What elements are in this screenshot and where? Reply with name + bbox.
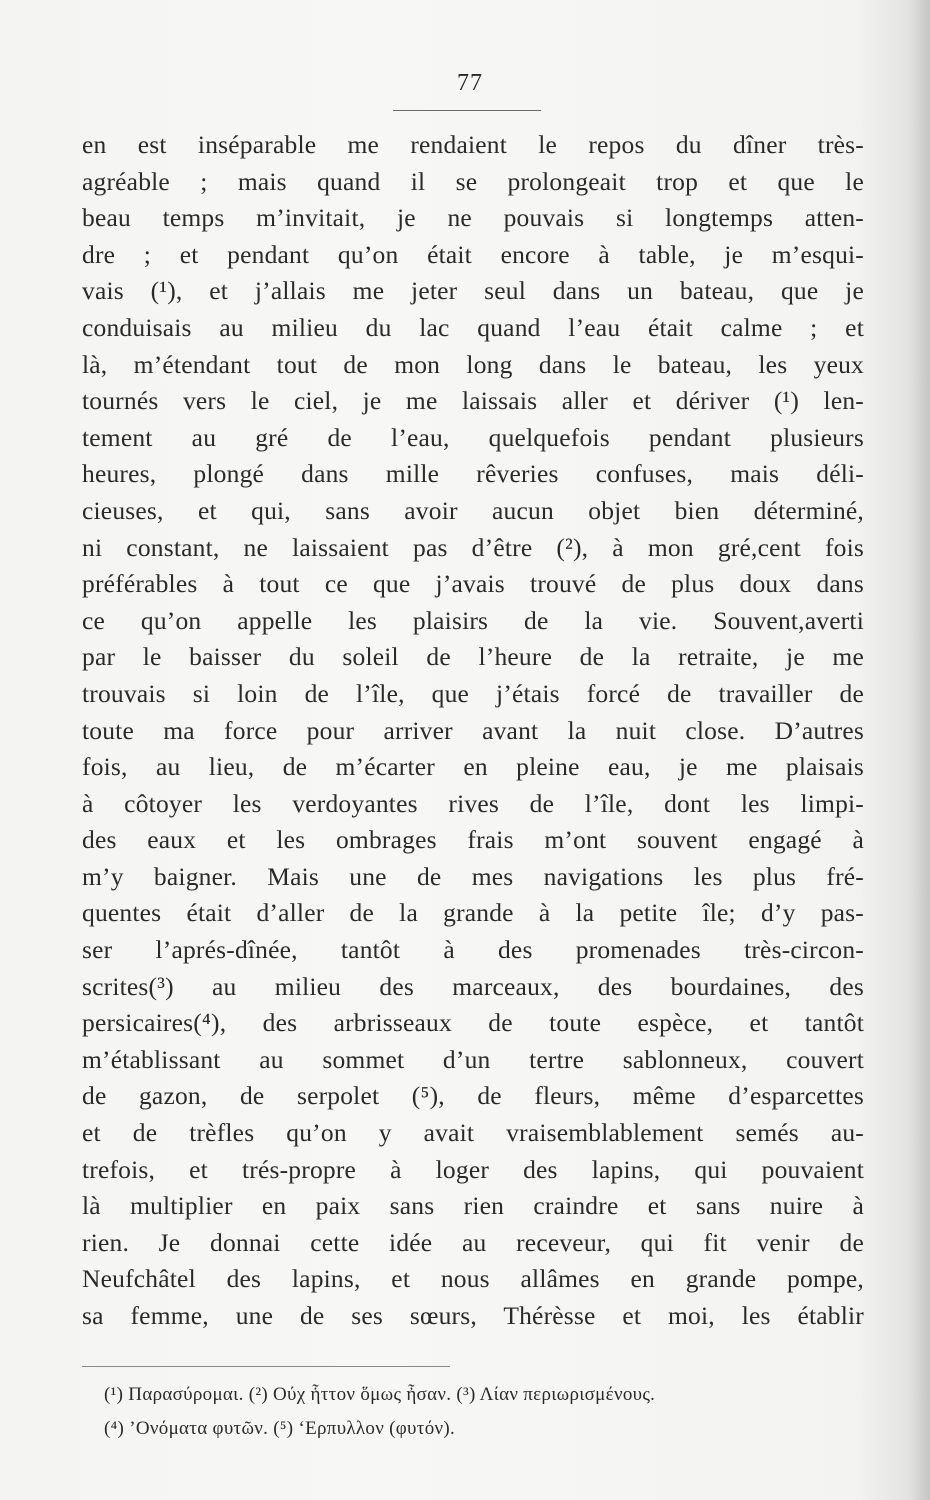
text-line: préférables à tout ce que j’avais trouvé de plus doux dans [82,569,864,599]
header-rule [393,110,541,111]
text-line: tement au gré de l’eau, quelquefois pendant plusieurs [82,422,864,452]
text-line: des eaux et les ombrages frais m’ont souvent engagé à [82,825,864,855]
body-text [82,127,864,1335]
text-line: beau temps m’invitait, je ne pouvais si longtemps atten- [82,203,864,233]
text-line: à côtoyer les verdoyantes rives de l’île, dont les limpi- [82,788,864,818]
text-line: cieuses, et qui, sans avoir aucun objet bien déterminé, [82,495,864,525]
text-line: dre ; et pendant qu’on était encore à table, je m’esqui- [82,239,864,269]
footnote-rule [82,1366,450,1367]
text-line: Neufchâtel des lapins, et nous allâmes en grande pompe, [82,1264,864,1294]
text-line: ni constant, ne laissaient pas d’être (²), à mon gré,cent fois [82,532,864,562]
page-edge-shadow [908,0,930,1500]
text-line: là multiplier en paix sans rien craindre et sans nuire à [82,1191,864,1221]
text-line: trefois, et trés-propre à loger des lapins, qui pouvaient [82,1154,864,1184]
text-line: toute ma force pour arriver avant la nuit close. D’autres [82,715,864,745]
text-line: par le baisser du soleil de l’heure de la retraite, je me [82,642,864,672]
text-line: et de trèfles qu’on y avait vraisemblablement semés au- [82,1118,864,1148]
text-line: m’établissant au sommet d’un tertre sablonneux, couvert [82,1044,864,1074]
text-line: rien. Je donnai cette idée au receveur, qui fit venir de [82,1227,864,1257]
text-line: quentes était d’aller de la grande à la petite île; d’y pas- [82,898,864,928]
text-line: m’y baigner. Mais une de mes navigations les plus fré- [82,861,864,891]
text-line: vais (¹), et j’allais me jeter seul dans un bateau, que je [82,276,864,306]
text-line: de gazon, de serpolet (⁵), de fleurs, même d’esparcettes [82,1081,864,1111]
text-line: là, m’étendant tout de mon long dans le bateau, les yeux [82,349,864,379]
text-line: agréable ; mais quand il se prolongeait trop et que le [82,166,864,196]
footnote-line: (⁴) ’Ονόματα φυτῶν. (⁵) ‘Ερπυλλον (φυτόν). [104,1418,456,1439]
text-line: scrites(³) au milieu des marceaux, des bourdaines, des [82,971,864,1001]
text-line: fois, au lieu, de m’écarter en pleine eau, je me plaisais [82,752,864,782]
text-line: ce qu’on appelle les plaisirs de la vie. Souvent,averti [82,605,864,635]
text-line: persicaires(⁴), des arbrisseaux de toute espèce, et tantôt [82,1008,864,1038]
text-line: sa femme, une de ses sœurs, Thérèsse et moi, les établir [82,1301,864,1330]
page-number: 77 [457,70,483,96]
footnotes [104,1378,864,1446]
text-line: en est inséparable me rendaient le repos du dîner très- [82,130,864,159]
text-line: trouvais si loin de l’île, que j’étais forcé de travailler de [82,678,864,708]
footnote-line: (¹) Παρασύρομαι. (²) Ούχ ἧττον ὅμως ἦσαν. (³) Λίαν περιωρισμένους. [104,1384,656,1405]
text-line: heures, plongé dans mille rêveries confuses, mais déli- [82,459,864,489]
text-line: conduisais au milieu du lac quand l’eau était calme ; et [82,312,864,342]
text-line: tournés vers le ciel, je me laissais aller et dériver (¹) len- [82,386,864,416]
text-line: ser l’aprés-dînée, tantôt à des promenades très-circon- [82,935,864,965]
